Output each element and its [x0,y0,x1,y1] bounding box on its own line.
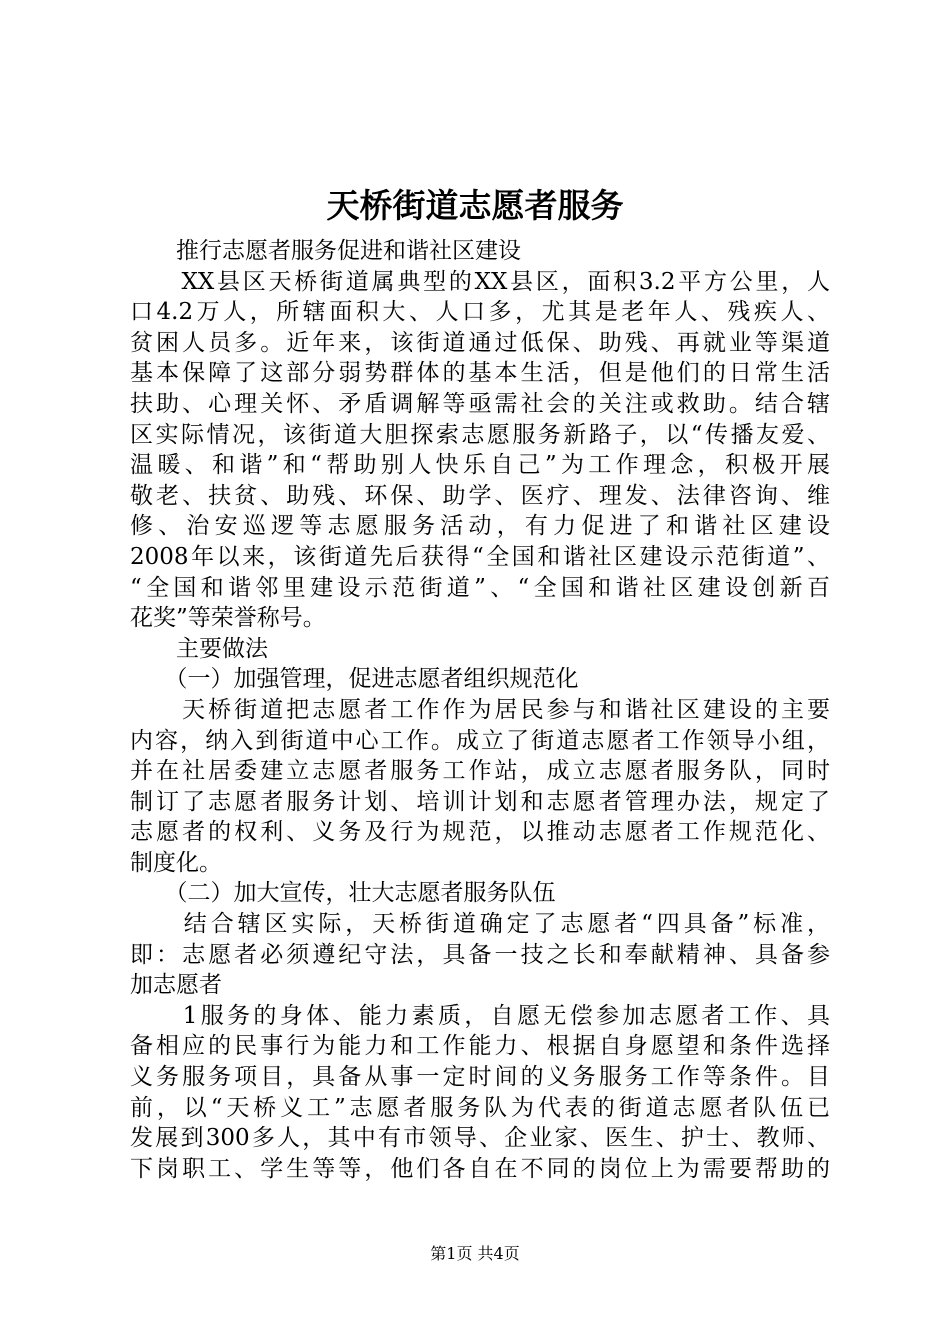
body-line: 天桥街道把志愿者工作作为居民参与和谐社区建设的主要 [130,696,830,723]
document-title: 天桥街道志愿者服务 [326,186,624,225]
document-body [130,236,830,1184]
body-line: 推行志愿者服务促进和谐社区建设 [130,238,521,264]
body-line: 制订了志愿者服务计划、培训计划和志愿者管理办法，规定了 [130,788,830,815]
body-line: 内容，纳入到街道中心工作。成立了街道志愿者工作领导小组， [130,727,830,754]
body-line: 制度化。 [130,849,222,876]
body-line: 2008年以来，该街道先后获得“全国和谐社区建设示范街道”、 [130,543,830,570]
body-line: 区实际情况，该街道大胆探索志愿服务新路子，以“传播友爱、 [130,421,830,448]
page-footer: 第1页 共4页 [430,1244,520,1263]
section-heading: 主要做法 [130,635,268,662]
subsection-heading: （二）加大宣传，壮大志愿者服务队伍 [130,880,556,907]
body-line: 温暖、和谐”和“帮助别人快乐自己”为工作理念，积极开展 [130,452,830,479]
body-line: 结合辖区实际，天桥街道确定了志愿者“四具备”标准， [130,911,830,938]
body-line: 扶助、心理关怀、矛盾调解等亟需社会的关注或救助。结合辖 [130,390,830,417]
body-line: 并在社居委建立志愿者服务工作站，成立志愿者服务队，同时 [130,758,830,785]
subsection-heading: （一）加强管理，促进志愿者组织规范化 [130,666,579,693]
body-line: XX县区天桥街道属典型的XX县区，面积3.2平方公里，人 [130,268,830,295]
body-line: 即：志愿者必须遵纪守法，具备一技之长和奉献精神、具备参 [130,941,830,968]
body-line: 下岗职工、学生等等，他们各自在不同的岗位上为需要帮助的 [130,1155,830,1182]
body-line: 前，以“天桥义工”志愿者服务队为代表的街道志愿者队伍已 [130,1094,830,1121]
body-line: “全国和谐邻里建设示范街道”、“全国和谐社区建设创新百 [130,574,830,601]
body-line: 口4.2万人，所辖面积大、人口多，尤其是老年人、残疾人、 [130,299,830,326]
body-line: 修、治安巡逻等志愿服务活动，有力促进了和谐社区建设 [130,513,830,540]
body-line: 加志愿者 [130,972,222,999]
body-line: 备相应的民事行为能力和工作能力、根据自身愿望和条件选择 [130,1033,830,1060]
body-line: 基本保障了这部分弱势群体的基本生活，但是他们的日常生活 [130,360,830,387]
body-line: 义务服务项目，具备从事一定时间的义务服务工作等条件。目 [130,1064,830,1091]
body-line: 发展到300多人，其中有市领导、企业家、医生、护士、教师、 [130,1125,830,1152]
body-line: 贫困人员多。近年来，该街道通过低保、助残、再就业等渠道 [130,329,830,356]
body-line: 1服务的身体、能力素质，自愿无偿参加志愿者工作、具 [130,1002,830,1029]
body-line: 花奖”等荣誉称号。 [130,605,326,632]
body-line: 志愿者的权利、义务及行为规范，以推动志愿者工作规范化、 [130,819,830,846]
body-line: 敬老、扶贫、助残、环保、助学、医疗、理发、法律咨询、维 [130,482,830,509]
